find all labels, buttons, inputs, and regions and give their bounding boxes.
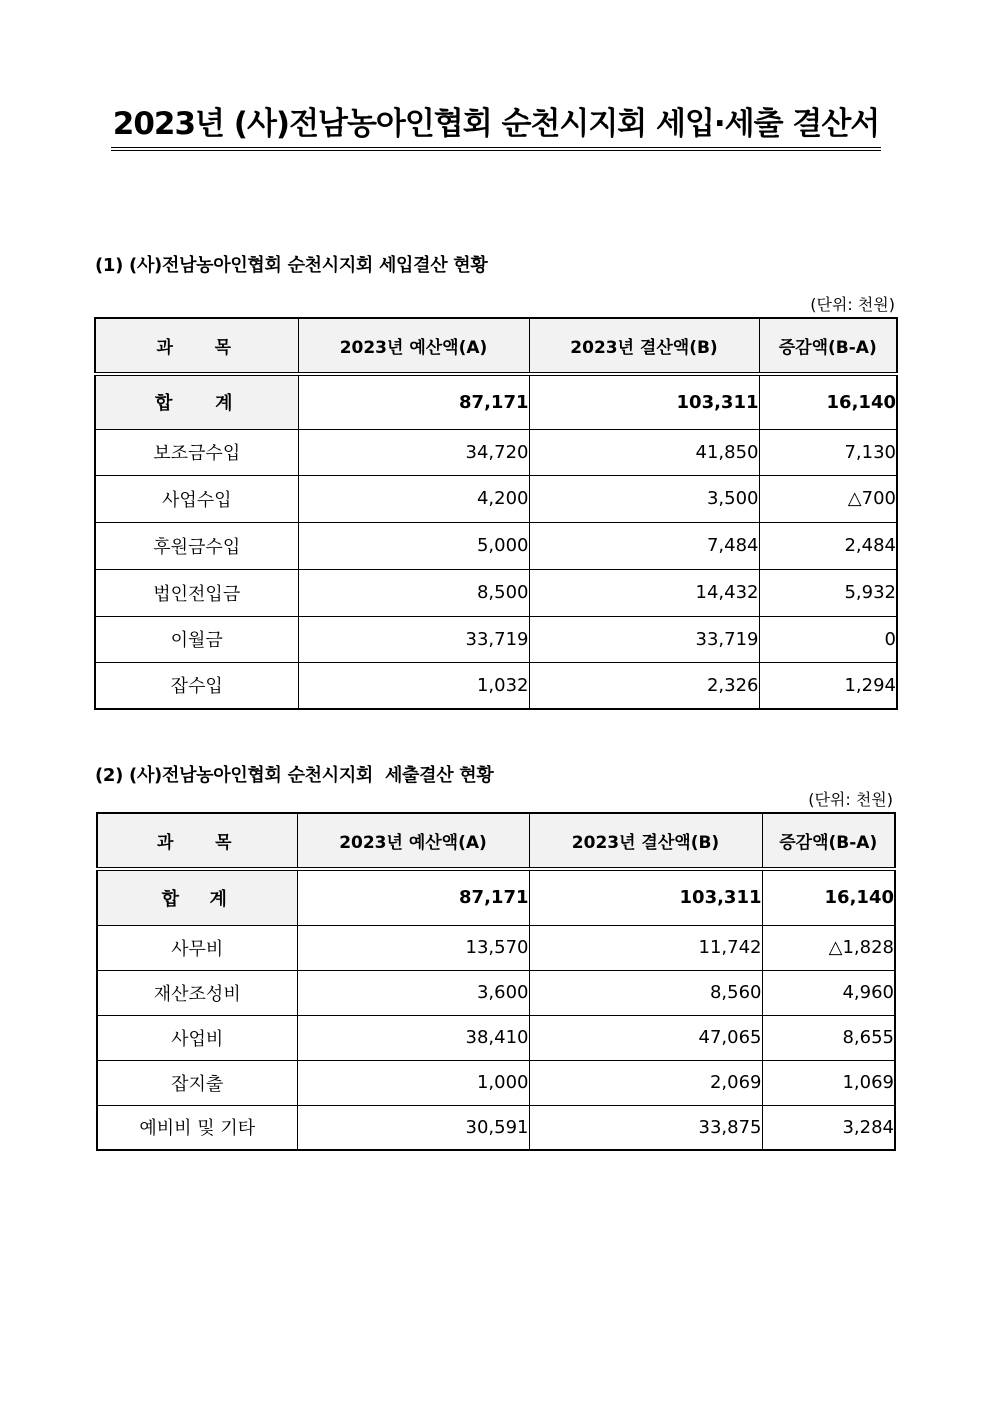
row-budget: 4,200 — [298, 475, 529, 522]
total-label: 합 계 — [97, 869, 297, 925]
column-header-settlement: 2023년 결산액(B) — [529, 813, 762, 869]
table-row — [97, 970, 895, 1015]
row-subject: 사업수입 — [95, 475, 298, 522]
row-subject: 보조금수입 — [95, 429, 298, 475]
table-row — [97, 1015, 895, 1060]
expenditure-heading: (2) (사)전남농아인협회 순천시지회 세출결산 현황 — [95, 765, 494, 786]
table-row — [97, 1105, 895, 1150]
table-row — [95, 662, 897, 709]
row-change: 8,655 — [762, 1015, 895, 1060]
row-settlement: 41,850 — [529, 429, 759, 475]
row-change: 2,484 — [759, 522, 897, 569]
row-subject: 이월금 — [95, 616, 298, 662]
row-settlement: 7,484 — [529, 522, 759, 569]
table-header-row — [95, 318, 897, 374]
row-settlement: 33,875 — [529, 1105, 762, 1150]
row-change: 1,069 — [762, 1060, 895, 1105]
row-subject: 재산조성비 — [97, 970, 297, 1015]
table-row — [95, 429, 897, 475]
row-settlement: 8,560 — [529, 970, 762, 1015]
total-row — [97, 869, 895, 925]
expenditure-table — [96, 812, 896, 1151]
revenue-table — [94, 317, 898, 710]
table-row — [97, 1060, 895, 1105]
table-row — [95, 616, 897, 662]
row-budget: 8,500 — [298, 569, 529, 616]
column-header-subject: 과 목 — [97, 813, 297, 869]
revenue-unit: (단위: 천원) — [810, 295, 895, 314]
document-title: 2023년 (사)전남농아인협회 순천시지회 세입·세출 결산서 — [111, 104, 881, 151]
row-subject: 법인전입금 — [95, 569, 298, 616]
row-change: 3,284 — [762, 1105, 895, 1150]
row-settlement: 3,500 — [529, 475, 759, 522]
row-change: 1,294 — [759, 662, 897, 709]
row-budget: 34,720 — [298, 429, 529, 475]
total-budget: 87,171 — [298, 374, 529, 429]
row-subject: 사업비 — [97, 1015, 297, 1060]
total-settlement: 103,311 — [529, 869, 762, 925]
table-header-row — [97, 813, 895, 869]
row-budget: 13,570 — [297, 925, 529, 970]
total-row — [95, 374, 897, 429]
column-header-budget: 2023년 예산액(A) — [297, 813, 529, 869]
column-header-settlement: 2023년 결산액(B) — [529, 318, 759, 374]
expenditure-unit: (단위: 천원) — [808, 790, 893, 809]
row-change: △700 — [759, 475, 897, 522]
table-row — [95, 522, 897, 569]
row-budget: 33,719 — [298, 616, 529, 662]
table-row — [95, 569, 897, 616]
row-change: 5,932 — [759, 569, 897, 616]
row-subject: 후원금수입 — [95, 522, 298, 569]
row-budget: 1,000 — [297, 1060, 529, 1105]
row-settlement: 33,719 — [529, 616, 759, 662]
total-settlement: 103,311 — [529, 374, 759, 429]
row-subject: 사무비 — [97, 925, 297, 970]
column-header-subject: 과 목 — [95, 318, 298, 374]
row-change: 4,960 — [762, 970, 895, 1015]
table-row — [95, 475, 897, 522]
total-change: 16,140 — [762, 869, 895, 925]
total-change: 16,140 — [759, 374, 897, 429]
column-header-change: 증감액(B-A) — [759, 318, 897, 374]
row-budget: 38,410 — [297, 1015, 529, 1060]
table-row — [97, 925, 895, 970]
total-budget: 87,171 — [297, 869, 529, 925]
row-change: 7,130 — [759, 429, 897, 475]
row-subject: 잡수입 — [95, 662, 298, 709]
row-settlement: 2,326 — [529, 662, 759, 709]
row-budget: 30,591 — [297, 1105, 529, 1150]
document-title-wrap — [0, 104, 992, 151]
row-subject: 예비비 및 기타 — [97, 1105, 297, 1150]
row-budget: 1,032 — [298, 662, 529, 709]
row-budget: 5,000 — [298, 522, 529, 569]
row-settlement: 47,065 — [529, 1015, 762, 1060]
row-budget: 3,600 — [297, 970, 529, 1015]
column-header-change: 증감액(B-A) — [762, 813, 895, 869]
row-settlement: 14,432 — [529, 569, 759, 616]
row-settlement: 11,742 — [529, 925, 762, 970]
total-label: 합 계 — [95, 374, 298, 429]
row-subject: 잡지출 — [97, 1060, 297, 1105]
revenue-heading: (1) (사)전남농아인협회 순천시지회 세입결산 현황 — [95, 255, 488, 276]
row-change: 0 — [759, 616, 897, 662]
row-change: △1,828 — [762, 925, 895, 970]
row-settlement: 2,069 — [529, 1060, 762, 1105]
column-header-budget: 2023년 예산액(A) — [298, 318, 529, 374]
